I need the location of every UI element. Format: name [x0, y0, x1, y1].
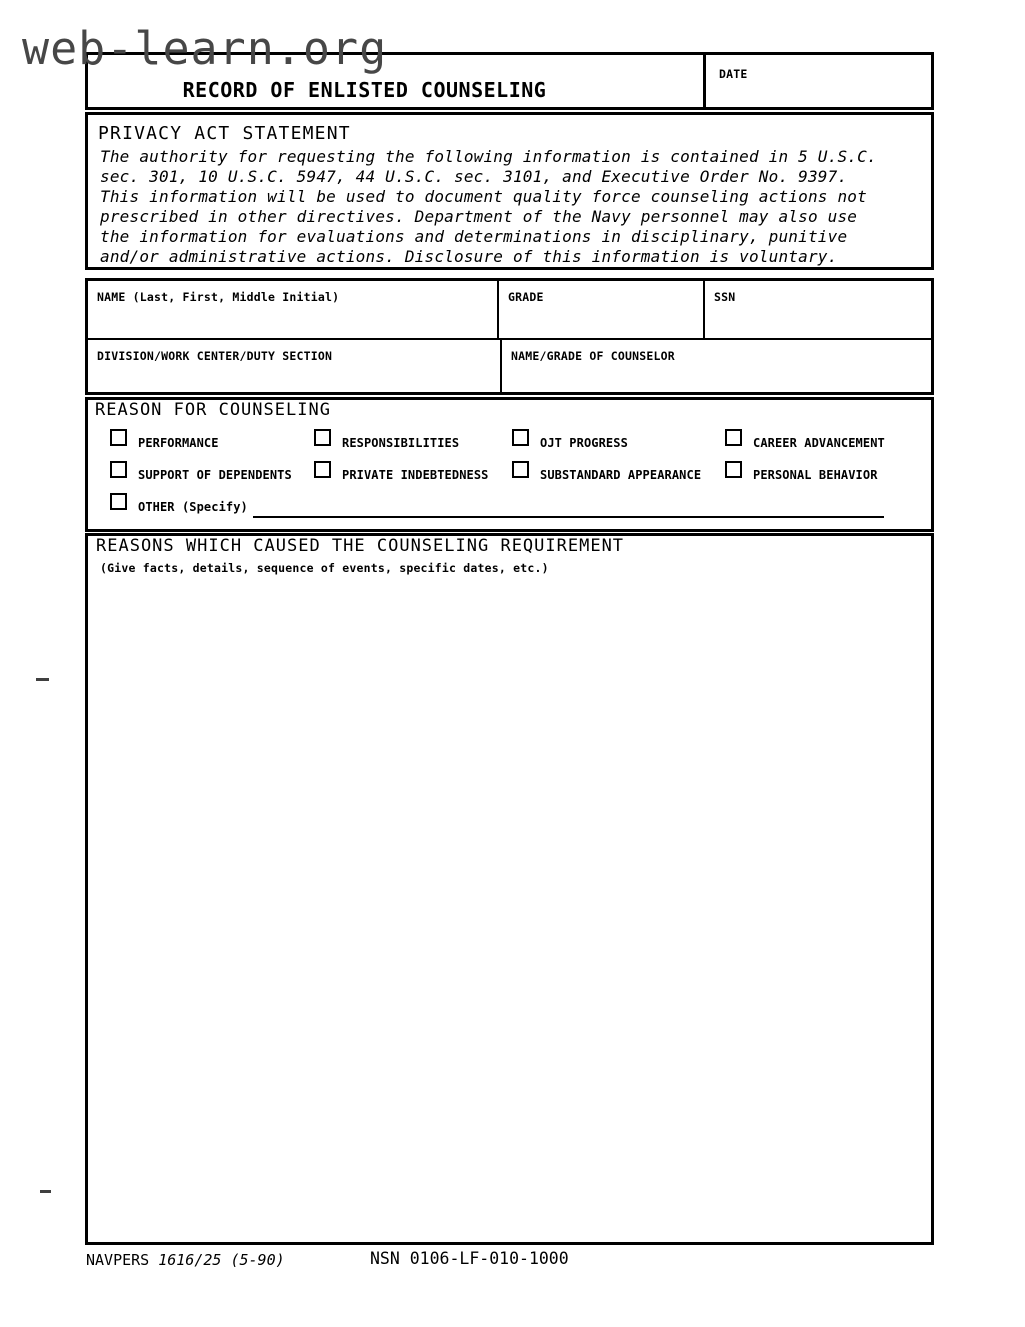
- checkbox-label: PERFORMANCE: [138, 436, 219, 450]
- checkbox-icon[interactable]: [314, 429, 331, 446]
- privacy-line: This information will be used to document quality force counseling actions not: [100, 187, 867, 206]
- nsn-number: NSN 0106-LF-010-1000: [370, 1249, 569, 1268]
- grade-field[interactable]: [497, 281, 703, 338]
- checkbox-label: OJT PROGRESS: [540, 436, 628, 450]
- checkbox-icon[interactable]: [110, 493, 127, 510]
- privacy-act-section: [85, 112, 934, 270]
- checkbox-icon[interactable]: [725, 429, 742, 446]
- checkbox-icon[interactable]: [314, 461, 331, 478]
- identity-row-2: [88, 340, 931, 392]
- reasons-detail-section: [85, 533, 934, 1245]
- checkbox-label: RESPONSIBILITIES: [342, 436, 460, 450]
- registration-dash: [40, 1190, 51, 1193]
- checkbox-icon[interactable]: [512, 429, 529, 446]
- reason-for-counseling-section: [85, 397, 934, 532]
- ssn-label: SSN: [714, 290, 736, 304]
- checkbox-private-indebtedness[interactable]: [314, 461, 489, 482]
- checkbox-icon[interactable]: [512, 461, 529, 478]
- counselor-field[interactable]: [500, 340, 931, 392]
- checkbox-icon[interactable]: [725, 461, 742, 478]
- date-field[interactable]: [703, 55, 931, 107]
- date-label: DATE: [719, 67, 748, 81]
- checkbox-responsibilities[interactable]: [314, 429, 460, 450]
- identity-row-1: [88, 281, 931, 340]
- ssn-field[interactable]: [703, 281, 931, 338]
- checkbox-personal-behavior[interactable]: [725, 461, 878, 482]
- reasons-detail-textarea[interactable]: [96, 584, 923, 1234]
- form-title: RECORD OF ENLISTED COUNSELING: [182, 78, 547, 102]
- privacy-line: prescribed in other directives. Department of the Navy personnel may also use: [100, 207, 858, 226]
- privacy-line: The authority for requesting the following information is contained in 5 U.S.C.: [100, 147, 877, 166]
- privacy-line: sec. 301, 10 U.S.C. 5947, 44 U.S.C. sec. 3101, and Executive Order No. 9397.: [100, 167, 848, 186]
- form-number-id: 1616/25 (5-90): [158, 1251, 285, 1269]
- reasons-detail-subheading: (Give facts, details, sequence of events, specific dates, etc.): [100, 561, 549, 575]
- name-label: NAME (Last, First, Middle Initial): [97, 290, 340, 304]
- checkbox-label: SUPPORT OF DEPENDENTS: [138, 468, 292, 482]
- checkbox-label: PERSONAL BEHAVIOR: [753, 468, 878, 482]
- division-label: DIVISION/WORK CENTER/DUTY SECTION: [97, 349, 333, 363]
- form-number: [86, 1251, 285, 1269]
- checkbox-icon[interactable]: [110, 461, 127, 478]
- checkbox-support-of-dependents[interactable]: [110, 461, 292, 482]
- checkbox-icon[interactable]: [110, 429, 127, 446]
- watermark-web-learn: web-learn.org: [22, 22, 388, 75]
- checkbox-other[interactable]: [110, 493, 248, 514]
- checkbox-ojt-progress[interactable]: [512, 429, 628, 450]
- privacy-line: and/or administrative actions. Disclosure of this information is voluntary.: [100, 247, 838, 266]
- counselor-label: NAME/GRADE OF COUNSELOR: [511, 349, 675, 363]
- checkbox-label: PRIVATE INDEBTEDNESS: [342, 468, 489, 482]
- checkbox-substandard-appearance[interactable]: [512, 461, 702, 482]
- privacy-heading: PRIVACY ACT STATEMENT: [98, 123, 351, 144]
- reasons-detail-heading: REASONS WHICH CAUSED THE COUNSELING REQUIREMENT: [96, 536, 625, 556]
- privacy-line: the information for evaluations and determinations in disciplinary, punitive: [100, 227, 848, 246]
- reason-heading: REASON FOR COUNSELING: [95, 400, 331, 420]
- checkbox-label: OTHER (Specify): [138, 500, 248, 514]
- form-number-prefix: NAVPERS: [86, 1251, 150, 1269]
- identity-section: [85, 278, 934, 395]
- checkbox-label: SUBSTANDARD APPEARANCE: [540, 468, 702, 482]
- division-field[interactable]: [88, 340, 500, 392]
- name-field[interactable]: [88, 281, 497, 338]
- registration-dash: [36, 678, 49, 681]
- checkbox-label: CAREER ADVANCEMENT: [753, 436, 885, 450]
- checkbox-career-advancement[interactable]: [725, 429, 885, 450]
- other-specify-input-line[interactable]: [253, 515, 884, 518]
- grade-label: GRADE: [508, 290, 544, 304]
- checkbox-performance[interactable]: [110, 429, 219, 450]
